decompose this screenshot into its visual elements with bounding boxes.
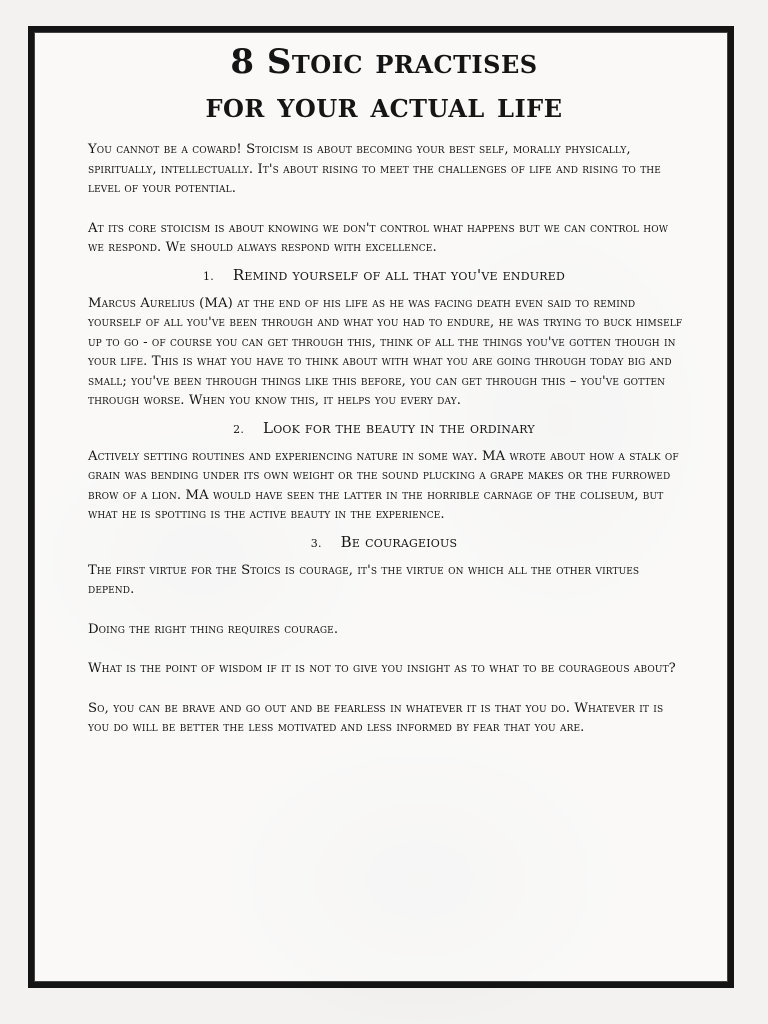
document-title bbox=[52, 42, 716, 126]
section-number-2: 2. bbox=[233, 422, 245, 436]
section-3-paragraph-1: The first virtue for the Stoics is courage, it's the virtue on which all the other virtues depend. bbox=[88, 562, 640, 598]
section-heading-2 bbox=[52, 419, 716, 437]
section-3-paragraph-2: Doing the right thing requires courage. bbox=[88, 621, 339, 637]
section-number-3: 3. bbox=[310, 536, 322, 550]
section-number-1: 1. bbox=[203, 269, 214, 283]
section-title-3: Be courageious bbox=[340, 532, 458, 551]
section-title-1: Remind yourself of all that you've endured bbox=[232, 265, 565, 284]
section-1-paragraph: Marcus Aurelius (MA) at the end of his life as he was facing death even said to remind yourself of all you've been through and what you had to endure, he was trying to buck himself up to go - of course you can get through this, think of all the things you've gotten though in your life. This is what you have to think about with what you are going through today big and small; you've been through things like this before, you can get through this – you've gotten through worse. When you know this, it helps you every day. bbox=[88, 295, 683, 409]
section-heading-3 bbox=[52, 533, 716, 551]
section-3-paragraph-3: What is the point of wisdom if it is not to give you insight as to what to be courageous about? bbox=[88, 661, 676, 677]
intro-paragraph-1: You cannot be a coward! Stoicism is about becoming your best self, morally physically, spiritually, intellectually. It's about rising to meet the challenges of life and rising to the level of your potential. bbox=[88, 142, 661, 197]
section-title-2: Look for the beauty in the ordinary bbox=[263, 418, 535, 437]
section-heading-1 bbox=[52, 266, 716, 284]
document-body bbox=[52, 34, 716, 738]
title-line-1: 8 Stoic practises bbox=[230, 42, 538, 82]
intro-paragraph-2: At its core stoicism is about knowing we don't control what happens but we can control how we respond. We should always respond with excellence. bbox=[88, 220, 669, 256]
title-line-2: for your actual life bbox=[205, 86, 563, 127]
section-2-paragraph: Actively setting routines and experiencing nature in some way. MA wrote about how a stalk of grain was bending under its own weight or the sound plucking a grape makes or the furrowed brow of a lion. MA would have seen the latter in the horrible carnage of the coliseum, but what he is spotting is the active beauty in the experience. bbox=[88, 448, 679, 523]
section-3-paragraph-4: So, you can be brave and go out and be fearless in whatever it is that you do. Whatever it is you do will be better the less motivated and less informed by fear that you are. bbox=[88, 700, 664, 736]
